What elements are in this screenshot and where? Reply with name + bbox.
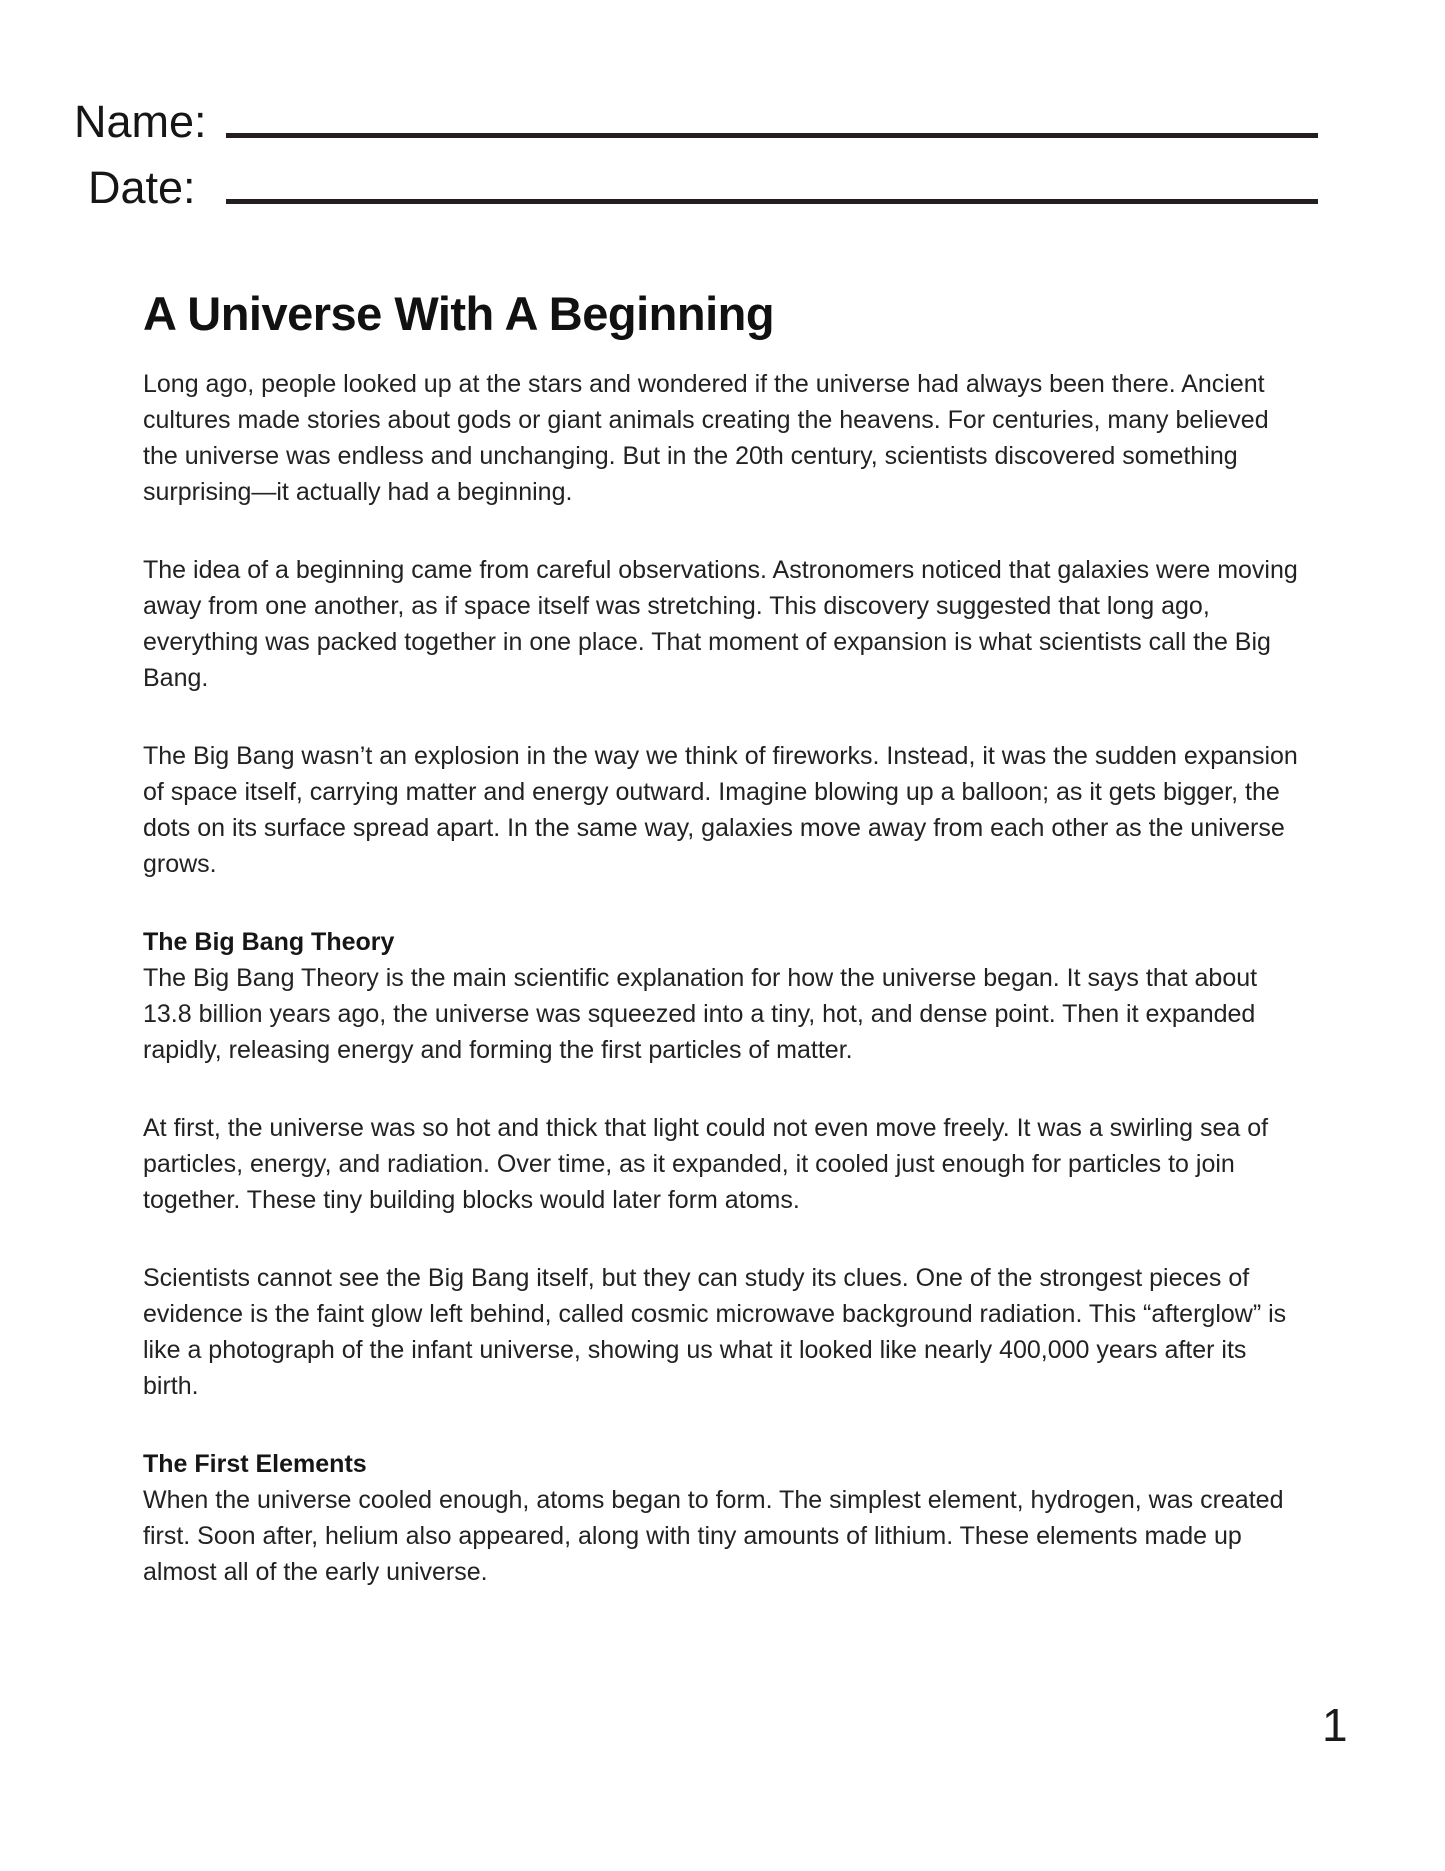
page-number: 1 bbox=[1322, 1699, 1348, 1751]
paragraph-first-elements: When the universe cooled enough, atoms began to form. The simplest element, hydrogen, was created first. Soon after, helium also appeared, along with tiny amounts of lithium. These elements made up almost all of the early universe. bbox=[143, 1485, 1284, 1586]
paragraph-cmb-evidence: Scientists cannot see the Big Bang itself, but they can study its clues. One of the strongest pieces of evidence is the faint glow left behind, called cosmic microwave background radiation. This “afterglow” is like a photograph of the infant universe, showing us what it looked like nearly 400,000 years after its birth. bbox=[143, 1263, 1287, 1400]
paragraph-intro: Long ago, people looked up at the stars and wondered if the universe had always been there. Ancient cultures made stories about gods or giant animals creating the heavens. For centuries, many believed the universe was endless and unchanging. But in the 20th century, scientists discovered something surprising—it actually had a beginning. bbox=[143, 369, 1269, 506]
name-label: Name: bbox=[74, 96, 207, 147]
header-fields bbox=[0, 90, 1445, 213]
section-heading-big-bang-theory: The Big Bang Theory bbox=[143, 927, 395, 956]
paragraph-early-universe: At first, the universe was so hot and thick that light could not even move freely. It was a swirling sea of particles, energy, and radiation. Over time, as it expanded, it cooled just enough for particles to join together. These tiny building blocks would later form atoms. bbox=[143, 1113, 1269, 1214]
article-body bbox=[143, 366, 1308, 1590]
date-field-row bbox=[0, 156, 1445, 213]
section-heading-first-elements: The First Elements bbox=[143, 1449, 367, 1478]
name-field-row bbox=[0, 90, 1445, 147]
name-blank-line bbox=[226, 133, 1318, 138]
paragraph-theory: The Big Bang Theory is the main scientific explanation for how the universe began. It says that about 13.8 billion years ago, the universe was squeezed into a tiny, hot, and dense point. Then it expanded rapidly, releasing energy and forming the first particles of matter. bbox=[143, 963, 1258, 1064]
paragraph-observations: The idea of a beginning came from careful observations. Astronomers noticed that galaxies were moving away from one another, as if space itself was stretching. This discovery suggested that long ago, everything was packed together in one place. That moment of expansion is what scientists call the Big Bang. bbox=[143, 555, 1298, 692]
date-label: Date: bbox=[88, 162, 196, 213]
date-blank-line bbox=[226, 199, 1318, 204]
page-title: A Universe With A Beginning bbox=[143, 287, 775, 340]
paragraph-balloon-analogy: The Big Bang wasn’t an explosion in the way we think of fireworks. Instead, it was the sudden expansion of space itself, carrying matter and energy outward. Imagine blowing up a balloon; as it gets bigger, the dots on its surface spread apart. In the same way, galaxies move away from each other as the universe grows. bbox=[143, 741, 1298, 878]
